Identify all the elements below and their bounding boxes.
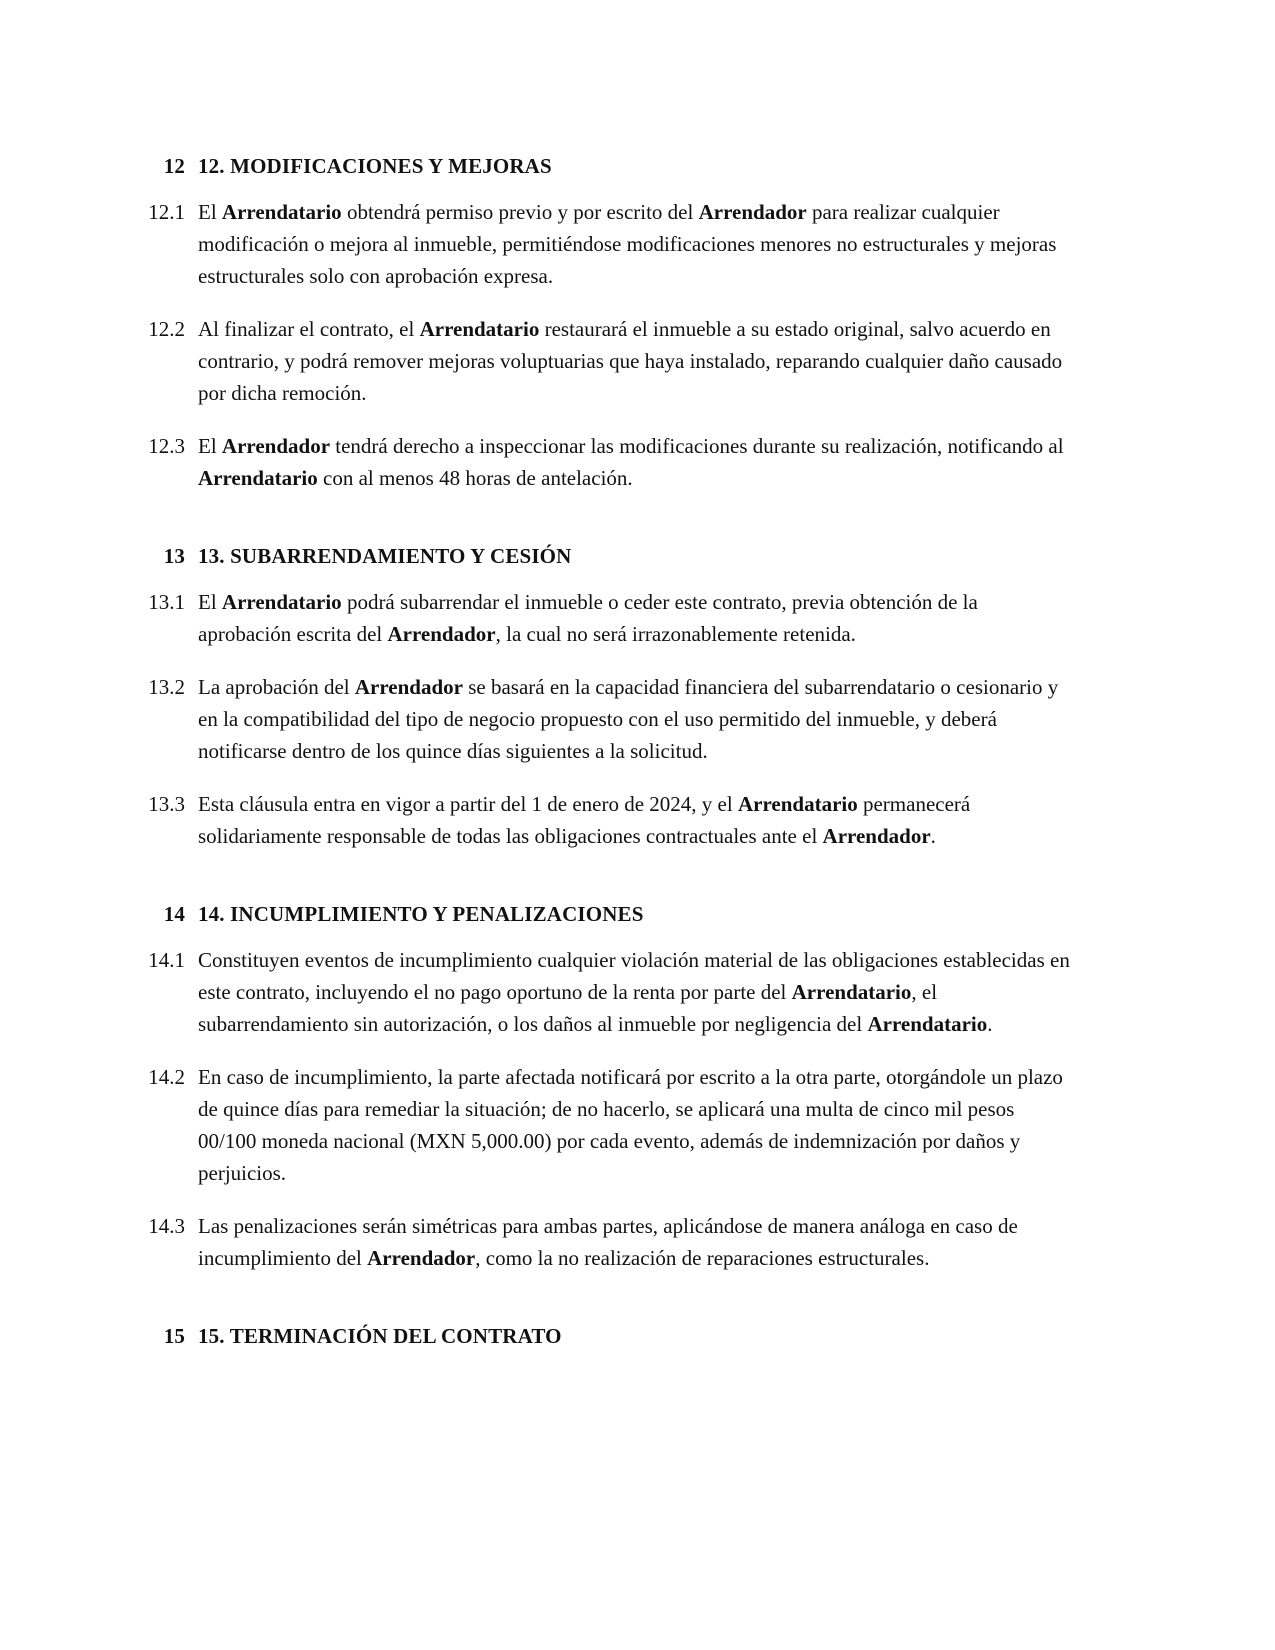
- section-heading: [133, 150, 1070, 182]
- clause-row: [133, 196, 1070, 292]
- clause-number: 12.3: [148, 434, 185, 458]
- clause-row: [133, 944, 1070, 1040]
- clause-number: 13.1: [148, 590, 185, 614]
- clause-text: El Arrendatario podrá subarrendar el inmueble o ceder este contrato, previa obtención de la aprobación escrita del Arrendador, la cual no será irrazonablemente retenida.: [198, 590, 978, 646]
- clause-text: El Arrendatario obtendrá permiso previo y por escrito del Arrendador para realizar cualquier modificación o mejora al inmueble, permitiéndose modificaciones menores no estructurales y mejoras estructurales solo con aprobación expresa.: [198, 200, 1057, 288]
- section-heading-title: 15. TERMINACIÓN DEL CONTRATO: [198, 1324, 562, 1348]
- clause-number: 13.2: [148, 675, 185, 699]
- section-heading: [133, 898, 1070, 930]
- clause-row: [133, 586, 1070, 650]
- section-heading-number: 15: [163, 1324, 185, 1348]
- section-heading-title: 14. INCUMPLIMIENTO Y PENALIZACIONES: [198, 902, 644, 926]
- section-heading-number: 14: [163, 902, 185, 926]
- section-heading-title: 13. SUBARRENDAMIENTO Y CESIÓN: [198, 544, 572, 568]
- clause-row: [133, 1210, 1070, 1274]
- clause-row: [133, 788, 1070, 852]
- clause-number: 14.3: [148, 1214, 185, 1238]
- clause-text: Constituyen eventos de incumplimiento cualquier violación material de las obligaciones establecidas en este contrato, incluyendo el no pago oportuno de la renta por parte del Arrendatario, el subarrendamiento sin autorización, o los daños al inmueble por negligencia del Arrendatario.: [198, 948, 1070, 1036]
- section-heading: [133, 540, 1070, 572]
- clause-text: Las penalizaciones serán simétricas para ambas partes, aplicándose de manera análoga en caso de incumplimiento del Arrendador, como la no realización de reparaciones estructurales.: [198, 1214, 1018, 1270]
- section-13: [133, 540, 1070, 852]
- clause-row: [133, 671, 1070, 767]
- clause-number: 14.1: [148, 948, 185, 972]
- clause-text: Esta cláusula entra en vigor a partir del 1 de enero de 2024, y el Arrendatario permanecerá solidariamente responsable de todas las obligaciones contractuales ante el Arrendador.: [198, 792, 971, 848]
- clause-row: [133, 1061, 1070, 1189]
- clause-row: [133, 313, 1070, 409]
- clause-number: 12.1: [148, 200, 185, 224]
- clause-number: 14.2: [148, 1065, 185, 1089]
- section-heading-number: 12: [163, 154, 185, 178]
- section-12: [133, 150, 1070, 494]
- section-heading-title: 12. MODIFICACIONES Y MEJORAS: [198, 154, 552, 178]
- clause-text: En caso de incumplimiento, la parte afectada notificará por escrito a la otra parte, otorgándole un plazo de quince días para remediar la situación; de no hacerlo, se aplicará una multa de cinco mil pesos 00/100 moneda nacional (MXN 5,000.00) por cada evento, además de indemnización por daños y perjuicios.: [198, 1065, 1063, 1185]
- clause-sections-container: [133, 150, 1070, 1352]
- section-heading: [133, 1320, 1070, 1352]
- clause-number: 13.3: [148, 792, 185, 816]
- clause-number: 12.2: [148, 317, 185, 341]
- clause-text: Al finalizar el contrato, el Arrendatario restaurará el inmueble a su estado original, salvo acuerdo en contrario, y podrá remover mejoras voluptuarias que haya instalado, reparando cualquier daño causado por dicha remoción.: [198, 317, 1063, 405]
- section-14: [133, 898, 1070, 1274]
- clause-text: La aprobación del Arrendador se basará en la capacidad financiera del subarrendatario o cesionario y en la compatibilidad del tipo de negocio propuesto con el uso permitido del inmueble, y deberá notificarse dentro de los quince días siguientes a la solicitud.: [198, 675, 1059, 763]
- section-15: [133, 1320, 1070, 1352]
- clause-row: [133, 430, 1070, 494]
- section-heading-number: 13: [163, 544, 185, 568]
- clause-text: El Arrendador tendrá derecho a inspeccionar las modificaciones durante su realización, notificando al Arrendatario con al menos 48 horas de antelación.: [198, 434, 1064, 490]
